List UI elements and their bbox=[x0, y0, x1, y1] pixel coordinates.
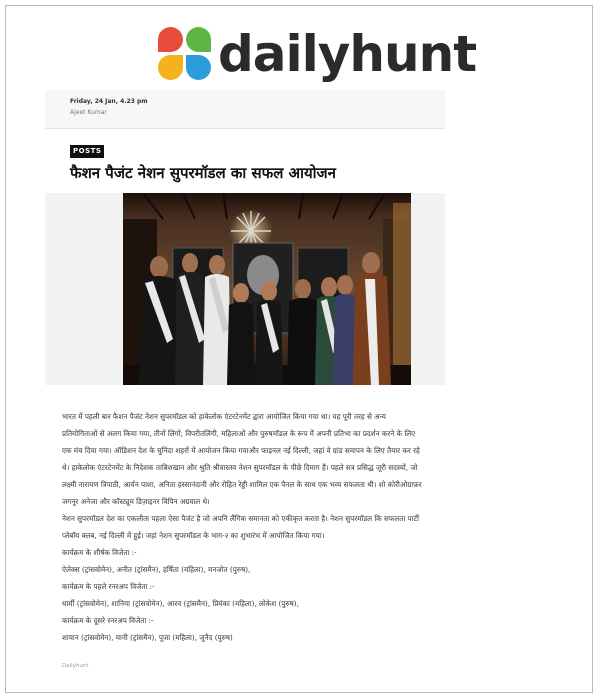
second-runnerup-heading: कार्यक्रम के दूसरे रनरअप विजेता :- bbox=[62, 616, 154, 625]
author-name[interactable]: Ajeet Kumar bbox=[70, 109, 107, 116]
first-runnerup-list: धार्मी (ट्रांसवोमेन), शानिया (ट्रांसवोमेन), आरव (ट्रांसमैन), प्रियंका (महिला), लोकेश (पुरुष), bbox=[62, 599, 299, 608]
event-group-photo bbox=[123, 193, 411, 385]
dailyhunt-logo[interactable] bbox=[158, 25, 476, 83]
category-badge[interactable]: POSTS bbox=[70, 145, 104, 158]
footer-source: Dailyhunt bbox=[62, 663, 89, 669]
body-paragraph: नेशन सुपरमॉडल देश का एकलौता पहला ऐसा पैजंट है जो अपनि लैंगिक समानता को एकीकृत करता है। नेशन सुपरमॉडल कि सफलता पार्टी प्लेबॉय क्लब, नई दिल्ली में हुई। जहां नेशन सुपरमॉडल के भाग-२ का शुभारंभ में आयोजित किया गया। bbox=[62, 514, 419, 540]
winners-title-heading: कार्यक्रम के शीर्षक विजेता :- bbox=[62, 548, 137, 557]
article-headline: फैशन पैजंट नेशन सुपरमॉडल का सफल आयोजन bbox=[70, 164, 336, 182]
first-runnerup-heading: कार्यक्रम के पहले रनरअप विजेता :- bbox=[62, 582, 155, 591]
second-runnerup-list: शायान (ट्रांसवोमेन), मानी (ट्रांसमैन), पूजा (महिला), जुनैद (पुरुष) bbox=[62, 633, 233, 642]
winners-title-list: ऐलेक्स (ट्रांसवोमेन), अनीत (ट्रांसमैन), हर्षिता (महिला), मनजोत (पुरुष), bbox=[62, 565, 251, 574]
photo-illustration bbox=[123, 193, 411, 385]
article-image-container bbox=[45, 193, 445, 385]
article-meta bbox=[45, 90, 445, 129]
publish-date: Friday, 24 Jan, 4.23 pm bbox=[70, 98, 148, 105]
article-body bbox=[62, 408, 422, 646]
dailyhunt-logo-icon bbox=[158, 27, 212, 81]
logo-wordmark: dailyhunt bbox=[218, 25, 477, 83]
body-paragraph: भारत में पहली बार फैशन पैजंट नेशन सुपरमॉडल को हाकेलोक एंटरटेनमेंट द्वारा आयोजित किया गया था। यह पूरी तरह से अन्य प्रतियोगिताओं से अलग किया गया, तीनों लिंगों; विपरीतलिंगी, महिलाओं और पुरुषमॉडल के रूप में अपनी प्रतिभा का प्रदर्शन करने के लिए एक मंच दिया गया। ऑडिशन देश के चुनिंदा शहरों में आयोजन किया गयाऔर फाइनल नई दिल्ली, जहां वे ग्रांड समापन के लिए तैयार कर रहे थे। हाकेलोक एंटरटेनमेंट के निदेशक ताबिशखान और श्रुति श्रीवास्तव नेशन सुपरमॉडल के पीछे दिमाग हैं। पहले सत्र प्रसिद्ध जूरी सदस्यों, जो लक्ष्मी नारायण त्रिपाठी, आर्यन पाशा, अनिता हस्सानंदानी और रोहित रेड्डी शामिल एक पैनल के साथ एक भव्य सफलता थी। शो कोरीओग्राफ़र जगनूर अनेजा और कॉस्ट्यूम डिज़ाइनर विपिन अग्रवाल थे। bbox=[62, 412, 422, 506]
